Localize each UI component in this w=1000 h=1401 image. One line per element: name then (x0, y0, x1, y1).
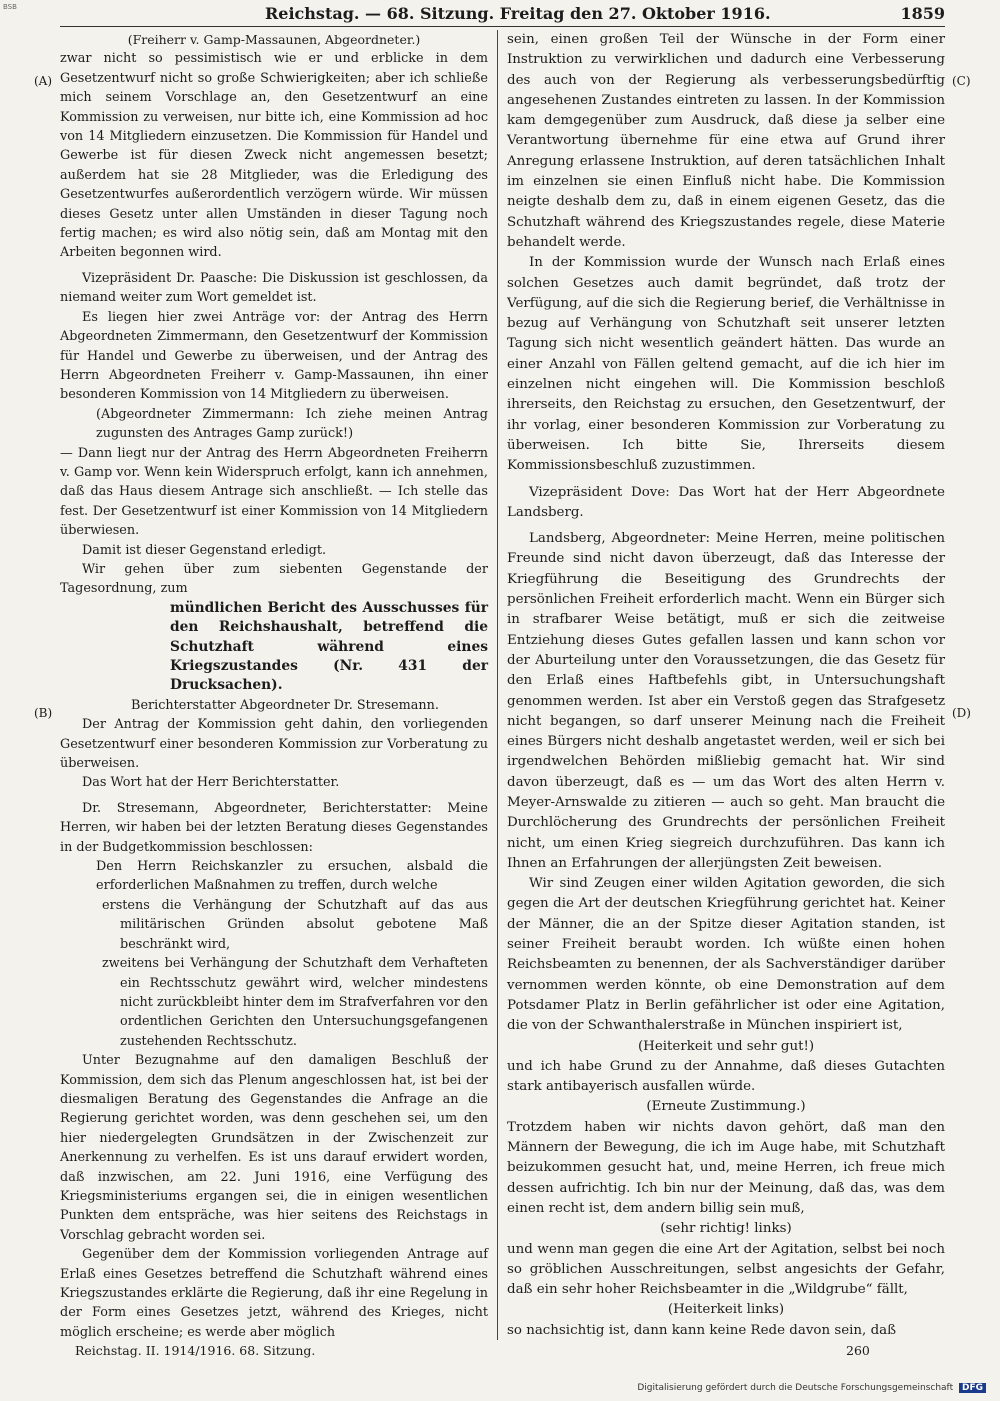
paragraph: Es liegen hier zwei Anträge vor: der Antrag des Herrn Abgeordneten Zimmermann, den Gesetzentwurf der Kommission für Handel und Gewerbe zu überweisen, und der Antrag des Herrn Abgeordneten Freiherr v. Gamp-Massaunen, ihn einer besonderen Kommission von 14 Mitgliedern zu überweisen. (60, 309, 488, 403)
paragraph: Vizepräsident Dr. Paasche: Die Diskussion ist geschlossen, da niemand weiter zum Wort gemeldet ist. (60, 270, 488, 306)
bsb-watermark: BSB (3, 3, 17, 11)
right-column (507, 30, 945, 1350)
header-rule (60, 26, 945, 27)
paragraph: und ich habe Grund zu der Annahme, daß dieses Gutachten stark antibayerisch ausfallen würde. (507, 1058, 945, 1095)
interjection: (Heiterkeit und sehr gut!) (637, 1038, 815, 1054)
paragraph: Trotzdem haben wir nichts davon gehört, daß man den Männern der Bewegung, die ich im Auge habe, mit Schutzhaft beizukommen gesucht hat, und, meine Herren, ich freue mich dessen aufrichtig. Ich bin nur der Meinung, daß das, was dem einen recht ist, dem andern billig sein muß, (507, 1119, 945, 1216)
paragraph: Berichterstatter Abgeordneter Dr. Stresemann. (131, 697, 439, 713)
interjection: (sehr richtig! links) (660, 1221, 792, 1237)
paragraph: Damit ist dieser Gegenstand erledigt. (82, 542, 327, 558)
speaker-header: (Freiherr v. Gamp-Massaunen, Abgeordneter.) (127, 32, 421, 47)
paragraph: zwar nicht so pessimistisch wie er und erblicke in dem Gesetzentwurf nicht so große Schwierigkeiten; aber ich schließe mich seinem Vorschlage an, den Gesetzentwurf an eine Kommission zu verweisen, nur bitte ich, eine Kommission ad hoc von 14 Mitgliedern einzusetzen. Die Kommission für Handel und Gewerbe ist für diesen Zweck nicht angemessen besetzt; außerdem hat sie 28 Mitglieder, was die Erledigung des Gesetzentwurfes außerordentlich verzögern würde. Wir müssen dieses Gesetz unter allen Umständen in dieser Tagung noch fertig machen; es wird also nötig sein, daß am Montag mit den Arbeiten begonnen wird. (60, 51, 488, 261)
left-column (60, 30, 488, 1350)
digitization-note (637, 1383, 986, 1393)
paragraph: Dr. Stresemann, Abgeordneter, Berichterstatter: Meine Herren, wir haben bei der letzten Beratung dieses Gegenstandes in der Budgetkommission beschlossen: (60, 800, 488, 855)
page-number: 1859 (900, 4, 945, 23)
footer-left: Reichstag. II. 1914/1916. 68. Sitzung. (75, 1343, 316, 1358)
paragraph: Wir sind Zeugen einer wilden Agitation geworden, die sich gegen die Art der deutschen Kriegführung gerichtet hat. Keiner der Männer, die an der Spitze dieser Agitation standen, ist seiner Freiheit beraubt worden. Ich wüßte einen hohen Reichsbeamten zu benennen, der als Sachverständiger darüber vernommen werden könnte, ob eine Demonstration auf dem Potsdamer Platz in Berlin gefährlicher ist oder eine Agitation, die von der Schwanthalerstraße in München inspiriert ist, (507, 876, 945, 1034)
paragraph: Landsberg, Abgeordneter: Meine Herren, meine politischen Freunde sind nicht davon überzeugt, daß das Interesse der Kriegführung die Beseitigung des Grundrechts der persönlichen Freiheit erforderlich macht. Wenn ein Bürger sich in strafbarer Weise betätigt, muß er sich die zeitweise Entziehung dieses Gutes gefallen lassen und kann schon vor der Aburteilung unter den Voraussetzungen, die das Gesetz für den Erlaß eines Haftbefehls gibt, in Untersuchungshaft genommen werden. Ist aber ein Verstoß gegen das Strafgesetz nicht begangen, so darf unserer Meinung nach die Freiheit eines Bürgers nicht deshalb angetastet werden, weil er sich bei irgendwelchen Behörden mißliebig gemacht hat. Wir sind davon überzeugt, daß es — um das Wort des alten Herrn v. Meyer-Arnswalde zu zitieren — auch so geht. Man braucht die Durchlöcherung des Grundrechts der persönlichen Freiheit nicht, um einen Krieg siegreich durchzuführen. Das kann ich Ihnen an Erfahrungen der allerjüngsten Zeit beweisen. (507, 531, 945, 871)
quoted-item: erstens die Verhängung der Schutzhaft auf das aus militärischen Gründen absolut gebotene Maß beschränkt wird, (102, 897, 488, 952)
margin-letter-d: (D) (952, 706, 971, 720)
quoted-item: zweitens bei Verhängung der Schutzhaft dem Verhafteten ein Rechtsschutz gewährt wird, welcher mindestens nicht zurückbleibt hinter dem im Strafverfahren vor den ordentlichen Gerichten den Untersuchungsgefangenen zustehenden Rechtsschutz. (102, 956, 488, 1049)
page-header (60, 4, 945, 28)
paragraph: Vizepräsident Dove: Das Wort hat der Herr Abgeordnete Landsberg. (507, 484, 945, 520)
paragraph: Wir gehen über zum siebenten Gegenstande der Tagesordnung, zum (60, 561, 488, 597)
interjection: (Abgeordneter Zimmermann: Ich ziehe meinen Antrag zugunsten des Antrages Gamp zurück!) (96, 406, 488, 442)
paragraph: Der Antrag der Kommission geht dahin, den vorliegenden Gesetzentwurf einer besonderen Kommission zur Vorberatung zu überweisen. (60, 717, 488, 772)
agenda-topic: mündlichen Bericht des Ausschusses für den Reichshaushalt, betreffend die Schutzhaft während eines Kriegszustandes (Nr. 431 der Drucksachen). (170, 599, 488, 694)
margin-letter-c: (C) (952, 74, 971, 88)
paragraph: und wenn man gegen die eine Art der Agitation, selbst bei noch so gröblichen Ausschreitungen, selbst angesichts der Gefahr, daß ein sehr hoher Reichsbeamter in die „Wildgrube“ fällt, (507, 1241, 945, 1298)
paragraph: In der Kommission wurde der Wunsch nach Erlaß eines solchen Gesetzes auch damit begründet, daß trotz der Verfügung, auf die sich die Regierung berief, die Verhältnisse in bezug auf Verhängung von Schutzhaft seit unserer letzten Tagung sich nicht wesentlich geändert hätten. Das wurde an einer Anzahl von Fällen geltend gemacht, auf die ich hier im einzelnen nicht eingehen will. Die Kommission beschloß ihrerseits, den Reichstag zu ersuchen, den Gesetzentwurf, der ihr vorlag, einer besonderen Kommission zur Vorberatung zu überweisen. Ich bitte Sie, Ihrerseits diesem Kommissionsbeschluß zuzustimmen. (507, 255, 945, 474)
dfg-logo: DFG (959, 1383, 986, 1393)
paragraph: so nachsichtig ist, dann kann keine Rede davon sein, daß (507, 1322, 897, 1338)
paragraph: sein, einen großen Teil der Wünsche in der Form einer Instruktion zu verwirklichen und dadurch eine Verbesserung des auch von der Regierung als verbesserungsbedürftig angesehenen Zustandes eintreten zu lassen. In der Kommission kam demgegenüber zum Ausdruck, daß diese ja selber eine Verantwortung übernehme für eine etwa auf Grund ihrer Anregung erlassene Instruktion, auf deren tatsächlichen Inhalt im einzelnen sie einen Einfluß nicht habe. Die Kommission neigte deshalb dem zu, daß in einem eigenen Gesetz, das die Schutzhaft während des Kriegszustandes regele, diese Materie behandelt werde. (507, 32, 945, 250)
quoted-resolution: Den Herrn Reichskanzler zu ersuchen, alsbald die erforderlichen Maßnahmen zu treffen, durch welche (96, 859, 488, 894)
paragraph: — Dann liegt nur der Antrag des Herrn Abgeordneten Freiherrn v. Gamp vor. Wenn kein Widerspruch erfolgt, kann ich annehmen, daß das Haus diesem Antrage sich anschließt. — Ich stelle das fest. Der Gesetzentwurf ist einer Kommission von 14 Mitgliedern überwiesen. (60, 445, 488, 539)
column-divider (497, 30, 498, 1340)
interjection: (Heiterkeit links) (667, 1302, 785, 1318)
digitization-text: Digitalisierung gefördert durch die Deutsche Forschungsgemeinschaft (637, 1383, 954, 1393)
interjection: (Erneute Zustimmung.) (646, 1099, 806, 1115)
margin-letter-a: (A) (34, 74, 53, 88)
running-title: Reichstag. — 68. Sitzung. Freitag den 27. Oktober 1916. (265, 4, 771, 23)
paragraph: Das Wort hat der Herr Berichterstatter. (82, 775, 340, 791)
paragraph: Gegenüber dem der Kommission vorliegenden Antrage auf Erlaß eines Gesetzes betreffend die Schutzhaft während eines Kriegszustandes erklärte die Regierung, daß ihr eine Regelung in der Form eines Gesetzes jetzt, während des Krieges, nicht möglich erscheine; es werde aber möglich (60, 1247, 488, 1340)
paragraph: Unter Bezugnahme auf den damaligen Beschluß der Kommission, dem sich das Plenum angeschlossen hat, ist bei der diesmaligen Beratung des Gegenstandes die Anfrage an die Regierung gerichtet worden, was denn geschehen sei, um den hier niedergelegten Grundsätzen in der Zwischenzeit zur Anerkennung zu verhelfen. Es ist uns darauf erwidert worden, daß inzwischen, am 22. Juni 1916, eine Verfügung des Kriegsministeriums ergangen sei, die in einigen wesentlichen Punkten dem entspräche, was hier seitens des Reichstags in Vorschlag gebracht worden sei. (60, 1053, 488, 1243)
footer-right: 260 (846, 1343, 870, 1358)
margin-letter-b: (B) (34, 706, 53, 720)
